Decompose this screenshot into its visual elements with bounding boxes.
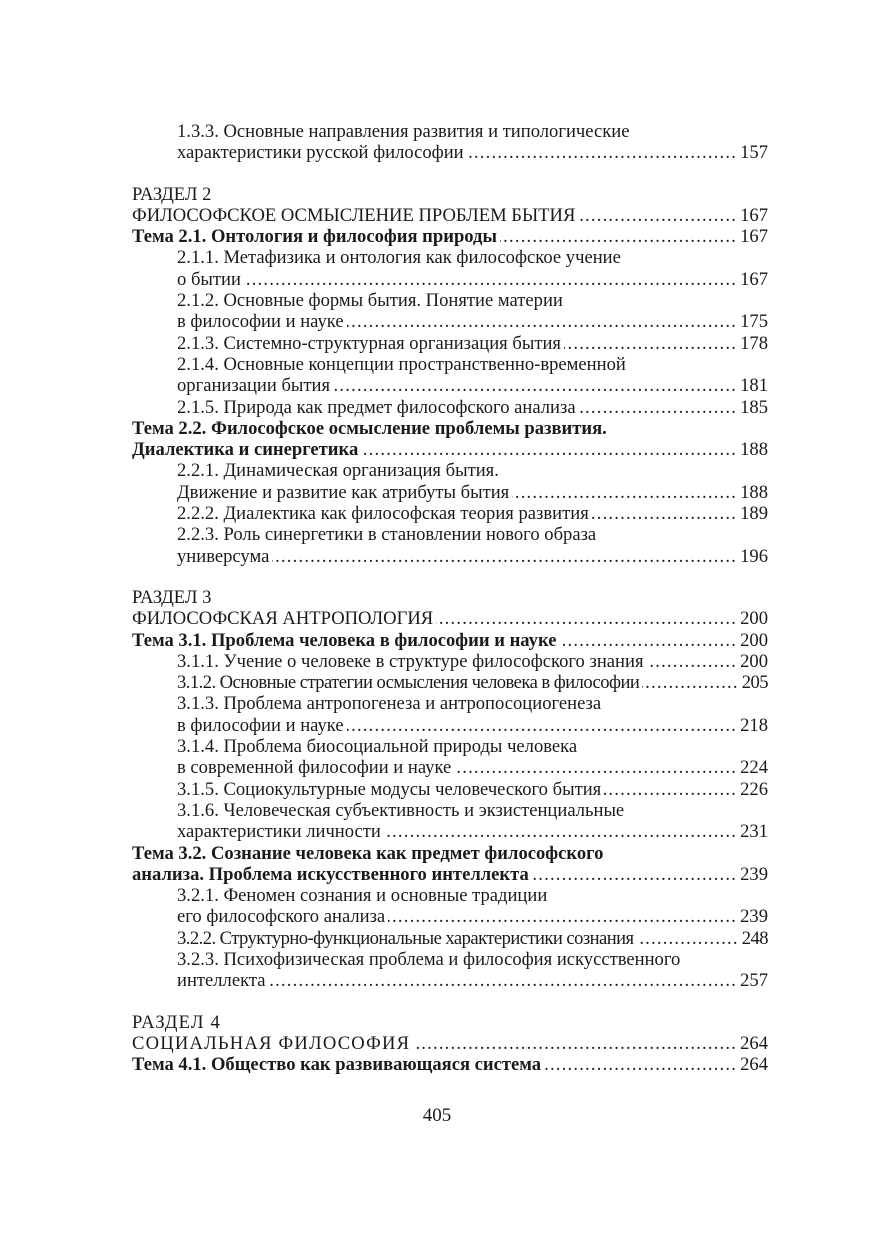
entry-text: 1.3.3. Основные направления развития и типологические bbox=[177, 121, 630, 142]
toc-line bbox=[132, 439, 768, 460]
page-ref: 188 bbox=[740, 439, 768, 461]
dot-leader bbox=[512, 482, 737, 503]
dot-leader bbox=[436, 608, 737, 629]
toc-subtopic bbox=[132, 928, 768, 949]
entry-text: характеристики личности bbox=[177, 821, 381, 843]
section-title-text: СОЦИАЛЬНАЯ ФИЛОСОФИЯ bbox=[132, 1032, 411, 1054]
entry-text: в философии и науке bbox=[177, 714, 344, 736]
toc-line bbox=[132, 757, 768, 778]
page-ref: 205 bbox=[741, 672, 768, 694]
toc-line bbox=[132, 906, 768, 927]
entry-text: организации бытия bbox=[177, 375, 331, 397]
dot-leader bbox=[647, 651, 738, 672]
section-label-text: РАЗДЕЛ 3 bbox=[132, 586, 212, 608]
dot-leader bbox=[579, 397, 738, 418]
page-ref: 178 bbox=[740, 332, 768, 354]
entry-text: 3.1.1. Учение о человеке в структуре философского знания bbox=[177, 650, 644, 672]
toc-line bbox=[132, 290, 768, 311]
dot-leader bbox=[272, 546, 737, 567]
toc-line bbox=[132, 142, 768, 163]
toc-line bbox=[132, 736, 768, 757]
page-ref: 167 bbox=[740, 268, 768, 290]
page-ref: 224 bbox=[740, 757, 768, 779]
entry-text: интеллекта bbox=[177, 970, 266, 992]
toc-subtopic bbox=[132, 121, 768, 164]
dot-leader bbox=[500, 226, 737, 247]
toc-line bbox=[132, 715, 768, 736]
dot-leader bbox=[454, 757, 737, 778]
toc-subtopic bbox=[132, 800, 768, 843]
toc-subtopic bbox=[132, 672, 768, 693]
dot-leader bbox=[578, 205, 737, 226]
toc-subtopic bbox=[132, 693, 768, 736]
entry-text: 2.2.1. Динамическая организация бытия. bbox=[177, 460, 499, 482]
section-label bbox=[132, 184, 768, 205]
entry-text: универсума bbox=[177, 545, 270, 567]
toc-line bbox=[132, 311, 768, 332]
entry-text: Тема 3.2. Сознание человека как предмет философского bbox=[132, 842, 604, 864]
section-gap bbox=[132, 567, 768, 587]
toc-topic bbox=[132, 630, 768, 651]
page-ref: 167 bbox=[740, 226, 768, 248]
entry-text: 2.1.1. Метафизика и онтология как философское учение bbox=[177, 247, 621, 269]
page-ref: 157 bbox=[740, 142, 768, 164]
toc-line bbox=[132, 800, 768, 821]
toc-line bbox=[132, 397, 768, 418]
entry-text: 3.1.2. Основные стратегии осмысления человека в философии bbox=[177, 672, 640, 694]
page-ref: 239 bbox=[740, 863, 768, 885]
toc-line bbox=[132, 482, 768, 503]
entry-text: 2.2.3. Роль синергетики в становлении нового образа bbox=[177, 524, 597, 546]
entry-text: 3.2.3. Психофизическая проблема и философия искусственного bbox=[177, 948, 681, 970]
toc-line bbox=[132, 651, 768, 672]
entry-text: его философского анализа bbox=[177, 906, 386, 928]
page-ref: 181 bbox=[740, 375, 768, 397]
toc-line bbox=[132, 970, 768, 991]
page-ref: 248 bbox=[741, 927, 768, 949]
section-label bbox=[132, 587, 768, 608]
table-of-contents bbox=[132, 121, 768, 1075]
dot-leader bbox=[642, 672, 738, 693]
section-label-text: РАЗДЕЛ 4 bbox=[132, 1011, 222, 1033]
section-gap bbox=[132, 992, 768, 1012]
entry-text: 3.2.1. Феномен сознания и основные традиции bbox=[177, 885, 548, 907]
entry-text: Диалектика и синергетика bbox=[132, 439, 359, 461]
page-ref: 200 bbox=[740, 629, 768, 651]
toc-line bbox=[132, 269, 768, 290]
dot-leader bbox=[637, 928, 739, 949]
toc-line bbox=[132, 247, 768, 268]
toc-line bbox=[132, 524, 768, 545]
page-ref: 189 bbox=[740, 503, 768, 525]
page-ref: 175 bbox=[740, 311, 768, 333]
dot-leader bbox=[384, 821, 737, 842]
entry-text: 3.1.5. Социокультурные модусы человеческого бытия bbox=[177, 778, 602, 800]
toc-subtopic bbox=[132, 247, 768, 290]
entry-text: характеристики русской философии bbox=[177, 142, 464, 164]
dot-leader bbox=[347, 311, 738, 332]
entry-text: анализа. Проблема искусственного интеллекта bbox=[132, 863, 529, 885]
page-ref: 264 bbox=[740, 1032, 768, 1054]
dot-leader bbox=[347, 715, 738, 736]
entry-text: Тема 3.1. Проблема человека в философии и науке bbox=[132, 629, 557, 651]
toc-line bbox=[132, 333, 768, 354]
toc-line bbox=[132, 121, 768, 142]
entry-text: 2.2.2. Диалектика как философская теория развития bbox=[177, 503, 589, 525]
toc-subtopic bbox=[132, 779, 768, 800]
section-label bbox=[132, 1012, 768, 1033]
entry-text: 2.1.5. Природа как предмет философского анализа bbox=[177, 396, 576, 418]
entry-text: Тема 4.1. Общество как развивающаяся система bbox=[132, 1054, 542, 1076]
section-title bbox=[132, 205, 768, 226]
page-ref: 185 bbox=[740, 396, 768, 418]
dot-leader bbox=[604, 779, 737, 800]
page-ref: 188 bbox=[740, 481, 768, 503]
entry-text: в современной философии и науке bbox=[177, 757, 452, 779]
entry-text: Тема 2.2. Философское осмысление проблемы развития. bbox=[132, 417, 607, 439]
toc-line bbox=[132, 226, 768, 247]
toc-line bbox=[132, 693, 768, 714]
entry-text: 3.2.2. Структурно-функциональные характеристики сознания bbox=[177, 927, 634, 949]
dot-leader bbox=[413, 1033, 737, 1054]
section-gap bbox=[132, 164, 768, 184]
dot-leader bbox=[388, 906, 737, 927]
page-number: 405 bbox=[422, 1105, 452, 1126]
dot-leader bbox=[333, 375, 737, 396]
page-ref: 264 bbox=[740, 1054, 768, 1076]
dot-leader bbox=[268, 970, 737, 991]
dot-leader bbox=[559, 630, 737, 651]
section-title-text: ФИЛОСОФСКАЯ АНТРОПОЛОГИЯ bbox=[132, 608, 434, 630]
entry-text: 2.1.3. Системно-структурная организация бытия bbox=[177, 332, 561, 354]
entry-text: 3.1.6. Человеческая субъективность и экзистенциальные bbox=[177, 799, 625, 821]
dot-leader bbox=[361, 439, 737, 460]
page-ref: 231 bbox=[740, 821, 768, 843]
entry-text: о бытии bbox=[177, 268, 241, 290]
toc-line bbox=[132, 843, 768, 864]
toc-line bbox=[132, 864, 768, 885]
entry-text: 3.1.4. Проблема биосоциальной природы человека bbox=[177, 736, 578, 758]
toc-line bbox=[132, 821, 768, 842]
toc-topic bbox=[132, 226, 768, 247]
entry-text: Тема 2.1. Онтология и философия природы bbox=[132, 226, 497, 248]
toc-subtopic bbox=[132, 503, 768, 524]
toc-subtopic bbox=[132, 524, 768, 567]
entry-text: 2.1.4. Основные концепции пространственно-временной bbox=[177, 353, 626, 375]
toc-line bbox=[132, 354, 768, 375]
entry-text: 2.1.2. Основные формы бытия. Понятие материи bbox=[177, 290, 563, 312]
section-title-text: ФИЛОСОФСКОЕ ОСМЫСЛЕНИЕ ПРОБЛЕМ БЫТИЯ bbox=[132, 204, 576, 226]
toc-line bbox=[132, 672, 768, 693]
section-title bbox=[132, 1033, 768, 1054]
toc-line bbox=[132, 949, 768, 970]
toc-subtopic bbox=[132, 651, 768, 672]
dot-leader bbox=[564, 333, 737, 354]
toc-subtopic bbox=[132, 460, 768, 503]
toc-line bbox=[132, 630, 768, 651]
toc-line bbox=[132, 928, 768, 949]
page-ref: 200 bbox=[740, 608, 768, 630]
page-ref: 218 bbox=[740, 714, 768, 736]
toc-line bbox=[132, 418, 768, 439]
page-ref: 239 bbox=[740, 906, 768, 928]
toc-subtopic bbox=[132, 290, 768, 333]
toc-topic bbox=[132, 418, 768, 461]
toc-subtopic bbox=[132, 333, 768, 354]
toc-line bbox=[132, 779, 768, 800]
section-label-text: РАЗДЕЛ 2 bbox=[132, 183, 212, 205]
section-title bbox=[132, 608, 768, 629]
dot-leader bbox=[532, 864, 737, 885]
toc-subtopic bbox=[132, 736, 768, 779]
toc-line bbox=[132, 375, 768, 396]
toc-subtopic bbox=[132, 885, 768, 928]
page-ref: 167 bbox=[740, 204, 768, 226]
page-ref: 196 bbox=[740, 545, 768, 567]
dot-leader bbox=[467, 142, 738, 163]
entry-text: Движение и развитие как атрибуты бытия bbox=[177, 481, 510, 503]
dot-leader bbox=[592, 503, 737, 524]
dot-leader bbox=[244, 269, 737, 290]
page-ref: 257 bbox=[740, 970, 768, 992]
toc-line bbox=[132, 460, 768, 481]
toc-subtopic bbox=[132, 949, 768, 992]
toc-line bbox=[132, 546, 768, 567]
toc-line bbox=[132, 885, 768, 906]
page-ref: 200 bbox=[740, 650, 768, 672]
toc-line bbox=[132, 1054, 768, 1075]
toc-topic bbox=[132, 1054, 768, 1075]
entry-text: в философии и науке bbox=[177, 311, 344, 333]
dot-leader bbox=[544, 1054, 737, 1075]
toc-subtopic bbox=[132, 397, 768, 418]
toc-line bbox=[132, 503, 768, 524]
toc-topic bbox=[132, 843, 768, 886]
entry-text: 3.1.3. Проблема антропогенеза и антропосоциогенеза bbox=[177, 693, 602, 715]
toc-subtopic bbox=[132, 354, 768, 397]
page-ref: 226 bbox=[740, 778, 768, 800]
